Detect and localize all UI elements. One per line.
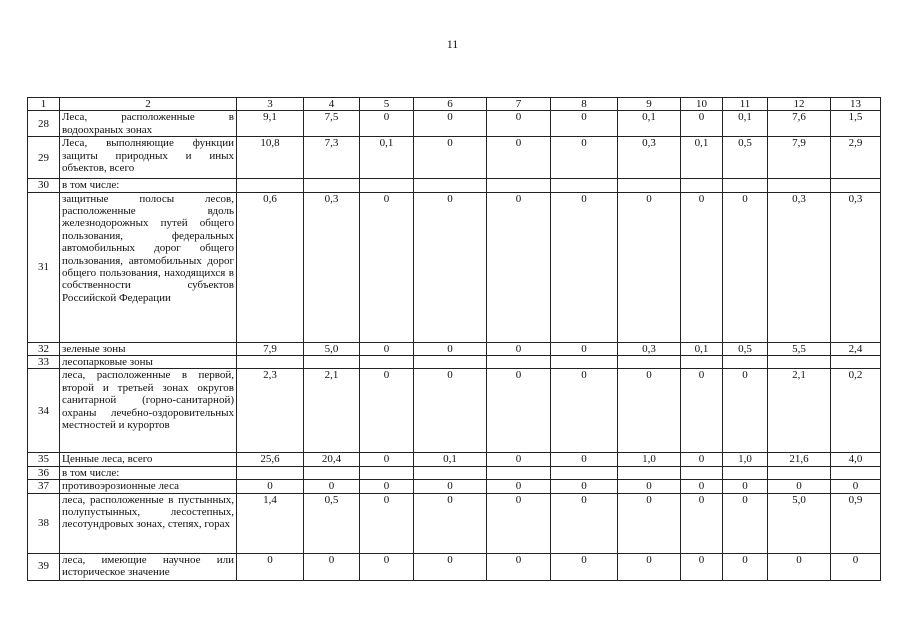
value-cell: 0 [551, 111, 618, 137]
value-cell: 0,1 [681, 137, 723, 179]
row-label: защитные полосы лесов, расположенные вдоль железнодорожных путей общего пользования, федеральных автомобильных дорог общего пользования, автомобильных дорог общего пользования, находящихся в собственности субъектов Российской Федерации [60, 192, 237, 342]
value-cell [768, 356, 831, 369]
value-cell [414, 466, 487, 479]
value-cell: 2,1 [304, 369, 360, 453]
value-cell [487, 179, 551, 192]
row-label: Ценные леса, всего [60, 453, 237, 466]
row-number: 32 [28, 342, 60, 355]
column-header: 2 [60, 98, 237, 111]
value-cell: 5,0 [304, 342, 360, 355]
table-row [28, 369, 881, 453]
value-cell [360, 356, 414, 369]
value-cell: 0 [487, 192, 551, 342]
value-cell: 0 [551, 137, 618, 179]
value-cell: 0,3 [618, 137, 681, 179]
value-cell: 0 [414, 342, 487, 355]
value-cell: 0 [618, 192, 681, 342]
value-cell: 0 [551, 480, 618, 493]
value-cell [618, 466, 681, 479]
value-cell: 0 [681, 553, 723, 580]
row-label: зеленые зоны [60, 342, 237, 355]
row-label: противоэрозионные леса [60, 480, 237, 493]
value-cell: 21,6 [768, 453, 831, 466]
column-header: 7 [487, 98, 551, 111]
column-header: 3 [237, 98, 304, 111]
table-header-row [28, 98, 881, 111]
value-cell: 0 [414, 369, 487, 453]
value-cell: 0 [681, 369, 723, 453]
row-number: 36 [28, 466, 60, 479]
value-cell [618, 179, 681, 192]
value-cell: 0,3 [768, 192, 831, 342]
column-header: 9 [618, 98, 681, 111]
value-cell [768, 466, 831, 479]
value-cell: 1,0 [723, 453, 768, 466]
value-cell: 0 [487, 480, 551, 493]
value-cell [237, 356, 304, 369]
table-row [28, 493, 881, 553]
value-cell [237, 466, 304, 479]
value-cell [304, 179, 360, 192]
value-cell: 0 [551, 493, 618, 553]
column-header: 10 [681, 98, 723, 111]
value-cell: 0 [618, 369, 681, 453]
value-cell: 0 [487, 342, 551, 355]
value-cell: 0 [618, 493, 681, 553]
value-cell: 0 [360, 453, 414, 466]
value-cell: 7,9 [768, 137, 831, 179]
value-cell: 7,9 [237, 342, 304, 355]
value-cell: 25,6 [237, 453, 304, 466]
value-cell: 0 [414, 553, 487, 580]
value-cell: 2,3 [237, 369, 304, 453]
forest-statistics-table [27, 97, 881, 581]
value-cell [360, 179, 414, 192]
value-cell: 0 [360, 480, 414, 493]
value-cell [414, 356, 487, 369]
column-header: 5 [360, 98, 414, 111]
value-cell: 5,0 [768, 493, 831, 553]
value-cell: 0 [414, 111, 487, 137]
value-cell: 4,0 [831, 453, 881, 466]
value-cell [681, 179, 723, 192]
value-cell: 0,1 [618, 111, 681, 137]
value-cell [304, 356, 360, 369]
row-label: в том числе: [60, 466, 237, 479]
row-number: 30 [28, 179, 60, 192]
row-number: 31 [28, 192, 60, 342]
value-cell: 0 [414, 480, 487, 493]
column-header: 6 [414, 98, 487, 111]
value-cell: 0,3 [304, 192, 360, 342]
value-cell: 2,1 [768, 369, 831, 453]
table-row [28, 480, 881, 493]
row-label: в том числе: [60, 179, 237, 192]
value-cell: 0 [551, 553, 618, 580]
value-cell [551, 179, 618, 192]
value-cell: 0 [360, 342, 414, 355]
value-cell: 0 [551, 192, 618, 342]
value-cell: 0 [681, 111, 723, 137]
value-cell: 7,3 [304, 137, 360, 179]
value-cell: 0,3 [831, 192, 881, 342]
row-number: 34 [28, 369, 60, 453]
value-cell: 0 [723, 480, 768, 493]
value-cell: 0 [768, 553, 831, 580]
value-cell: 0 [551, 369, 618, 453]
value-cell: 9,1 [237, 111, 304, 137]
row-number: 35 [28, 453, 60, 466]
value-cell: 0 [360, 553, 414, 580]
value-cell: 0 [414, 493, 487, 553]
value-cell [551, 466, 618, 479]
value-cell: 0 [723, 192, 768, 342]
value-cell: 2,4 [831, 342, 881, 355]
value-cell: 0,9 [831, 493, 881, 553]
value-cell: 0 [487, 137, 551, 179]
value-cell: 0 [487, 453, 551, 466]
column-header: 12 [768, 98, 831, 111]
table-row [28, 137, 881, 179]
value-cell: 0,1 [681, 342, 723, 355]
value-cell: 0,5 [723, 342, 768, 355]
value-cell [831, 466, 881, 479]
value-cell [723, 466, 768, 479]
value-cell: 0 [360, 493, 414, 553]
value-cell: 0 [681, 192, 723, 342]
value-cell: 0 [237, 553, 304, 580]
value-cell: 0 [487, 493, 551, 553]
value-cell: 0 [360, 192, 414, 342]
value-cell: 10,8 [237, 137, 304, 179]
value-cell: 0 [414, 137, 487, 179]
value-cell [618, 356, 681, 369]
column-header: 11 [723, 98, 768, 111]
value-cell: 0 [487, 369, 551, 453]
value-cell: 1,5 [831, 111, 881, 137]
value-cell [681, 356, 723, 369]
value-cell: 0 [831, 480, 881, 493]
page-number: 11 [446, 37, 459, 51]
value-cell: 0 [681, 493, 723, 553]
table-row [28, 466, 881, 479]
column-header: 13 [831, 98, 881, 111]
table-row [28, 356, 881, 369]
row-label: леса, расположенные в пустынных, полупустынных, лесостепных, лесотундровых зонах, степях, горах [60, 493, 237, 553]
value-cell [551, 356, 618, 369]
value-cell: 0 [723, 493, 768, 553]
value-cell: 0 [237, 480, 304, 493]
table-row [28, 179, 881, 192]
value-cell: 0,6 [237, 192, 304, 342]
value-cell: 0,1 [360, 137, 414, 179]
value-cell: 0 [487, 111, 551, 137]
value-cell: 1,0 [618, 453, 681, 466]
value-cell: 0,5 [304, 493, 360, 553]
value-cell: 0 [618, 480, 681, 493]
column-header: 1 [28, 98, 60, 111]
value-cell: 0,2 [831, 369, 881, 453]
row-label: Леса, расположенные в водоохраных зонах [60, 111, 237, 137]
value-cell [487, 356, 551, 369]
table-row [28, 111, 881, 137]
value-cell: 0 [768, 480, 831, 493]
table-row [28, 553, 881, 580]
value-cell: 7,6 [768, 111, 831, 137]
value-cell: 0 [304, 480, 360, 493]
value-cell [681, 466, 723, 479]
value-cell: 0 [487, 553, 551, 580]
value-cell: 0 [360, 369, 414, 453]
value-cell: 20,4 [304, 453, 360, 466]
row-number: 39 [28, 553, 60, 580]
row-label: лесопарковые зоны [60, 356, 237, 369]
table-row [28, 453, 881, 466]
value-cell: 0 [681, 480, 723, 493]
value-cell: 0 [723, 553, 768, 580]
table-row [28, 342, 881, 355]
row-number: 28 [28, 111, 60, 137]
value-cell [723, 356, 768, 369]
value-cell: 0,1 [414, 453, 487, 466]
row-number: 38 [28, 493, 60, 553]
row-label: леса, имеющие научное или историческое значение [60, 553, 237, 580]
value-cell: 0,1 [723, 111, 768, 137]
value-cell: 0 [723, 369, 768, 453]
value-cell [304, 466, 360, 479]
row-number: 37 [28, 480, 60, 493]
value-cell: 1,4 [237, 493, 304, 553]
column-header: 4 [304, 98, 360, 111]
value-cell: 0 [681, 453, 723, 466]
value-cell [487, 466, 551, 479]
value-cell [768, 179, 831, 192]
value-cell: 0 [831, 553, 881, 580]
value-cell: 0 [551, 342, 618, 355]
value-cell: 0,3 [618, 342, 681, 355]
row-number: 33 [28, 356, 60, 369]
value-cell: 0 [551, 453, 618, 466]
value-cell [723, 179, 768, 192]
value-cell: 0 [360, 111, 414, 137]
row-number: 29 [28, 137, 60, 179]
value-cell: 0 [414, 192, 487, 342]
row-label: леса, расположенные в первой, второй и третьей зонах округов санитарной (горно-санитарной) охраны лечебно-оздоровительных местностей и курортов [60, 369, 237, 453]
value-cell: 0 [618, 553, 681, 580]
value-cell: 2,9 [831, 137, 881, 179]
value-cell [831, 179, 881, 192]
value-cell [414, 179, 487, 192]
value-cell [237, 179, 304, 192]
value-cell: 0,5 [723, 137, 768, 179]
value-cell: 5,5 [768, 342, 831, 355]
value-cell: 7,5 [304, 111, 360, 137]
value-cell [831, 356, 881, 369]
row-label: Леса, выполняющие функции защиты природных и иных объектов, всего [60, 137, 237, 179]
value-cell: 0 [304, 553, 360, 580]
value-cell [360, 466, 414, 479]
table-row [28, 192, 881, 342]
column-header: 8 [551, 98, 618, 111]
